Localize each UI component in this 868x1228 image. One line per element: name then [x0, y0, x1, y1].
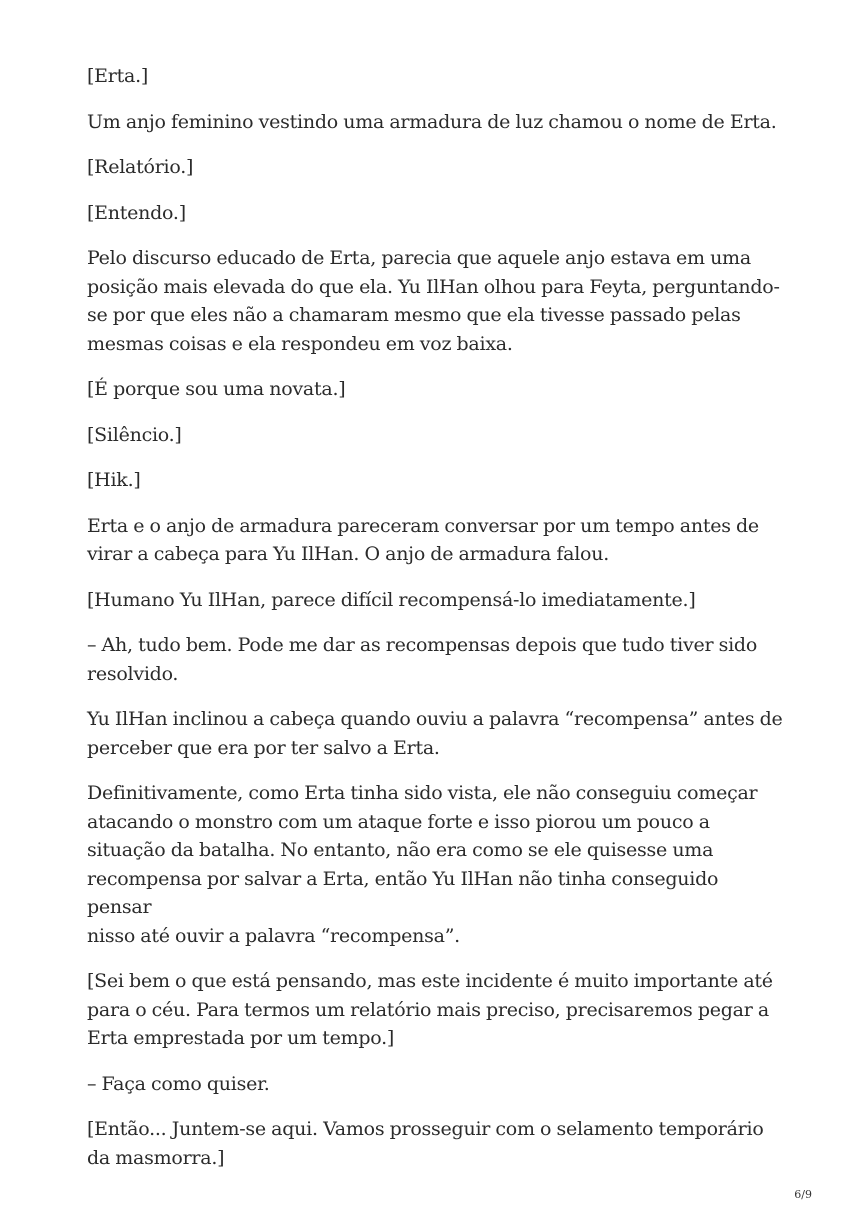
paragraph: [Erta.] — [87, 65, 149, 87]
paragraph: – Faça como quiser. — [87, 1072, 270, 1095]
paragraph: Pelo discurso educado de Erta, parecia que aquele anjo estava em uma posição mais elevada do que ela. Yu IlHan olhou para Feyta, perguntando- se por que eles não a chamaram mesmo que ela tivesse passado pelas mesmas coisas e ela respondeu em voz baixa. — [87, 247, 780, 355]
paragraph: [É porque sou uma novata.] — [87, 378, 346, 400]
paragraph: [Humano Yu IlHan, parece difícil recompensá-lo imediatamente.] — [87, 588, 696, 611]
paragraph: [Silêncio.] — [87, 423, 182, 446]
paragraph: Yu IlHan inclinou a cabeça quando ouviu a palavra “recompensa” antes de perceber que era por ter salvo a Erta. — [87, 708, 783, 759]
paragraph: [Entendo.] — [87, 201, 186, 224]
paragraph: Definitivamente, como Erta tinha sido vista, ele não conseguiu começar atacando o monstro com um ataque forte e isso piorou um pouco a situação da batalha. No entanto, não era como se ele quisesse uma recompensa por salvar a Erta, então Yu IlHan não tinha conseguido pensar nisso até ouvir a palavra “recompensa”. — [87, 782, 758, 947]
paragraph: [Então... Juntem-se aqui. Vamos prosseguir com o selamento temporário da masmorra.] — [87, 1118, 764, 1169]
paragraph: [Relatório.] — [87, 156, 194, 178]
document-body — [87, 62, 787, 1189]
paragraph: Um anjo feminino vestindo uma armadura de luz chamou o nome de Erta. — [87, 110, 777, 133]
paragraph: [Hik.] — [87, 469, 141, 491]
paragraph: Erta e o anjo de armadura pareceram conversar por um tempo antes de virar a cabeça para Yu IlHan. O anjo de armadura falou. — [87, 514, 759, 565]
page-number: 6/9 — [794, 1188, 812, 1201]
paragraph: – Ah, tudo bem. Pode me dar as recompensas depois que tudo tiver sido resolvido. — [87, 634, 758, 685]
paragraph: [Sei bem o que está pensando, mas este incidente é muito importante até para o céu. Para termos um relatório mais preciso, precisaremos pegar a Erta emprestada por um tempo.] — [87, 970, 773, 1049]
